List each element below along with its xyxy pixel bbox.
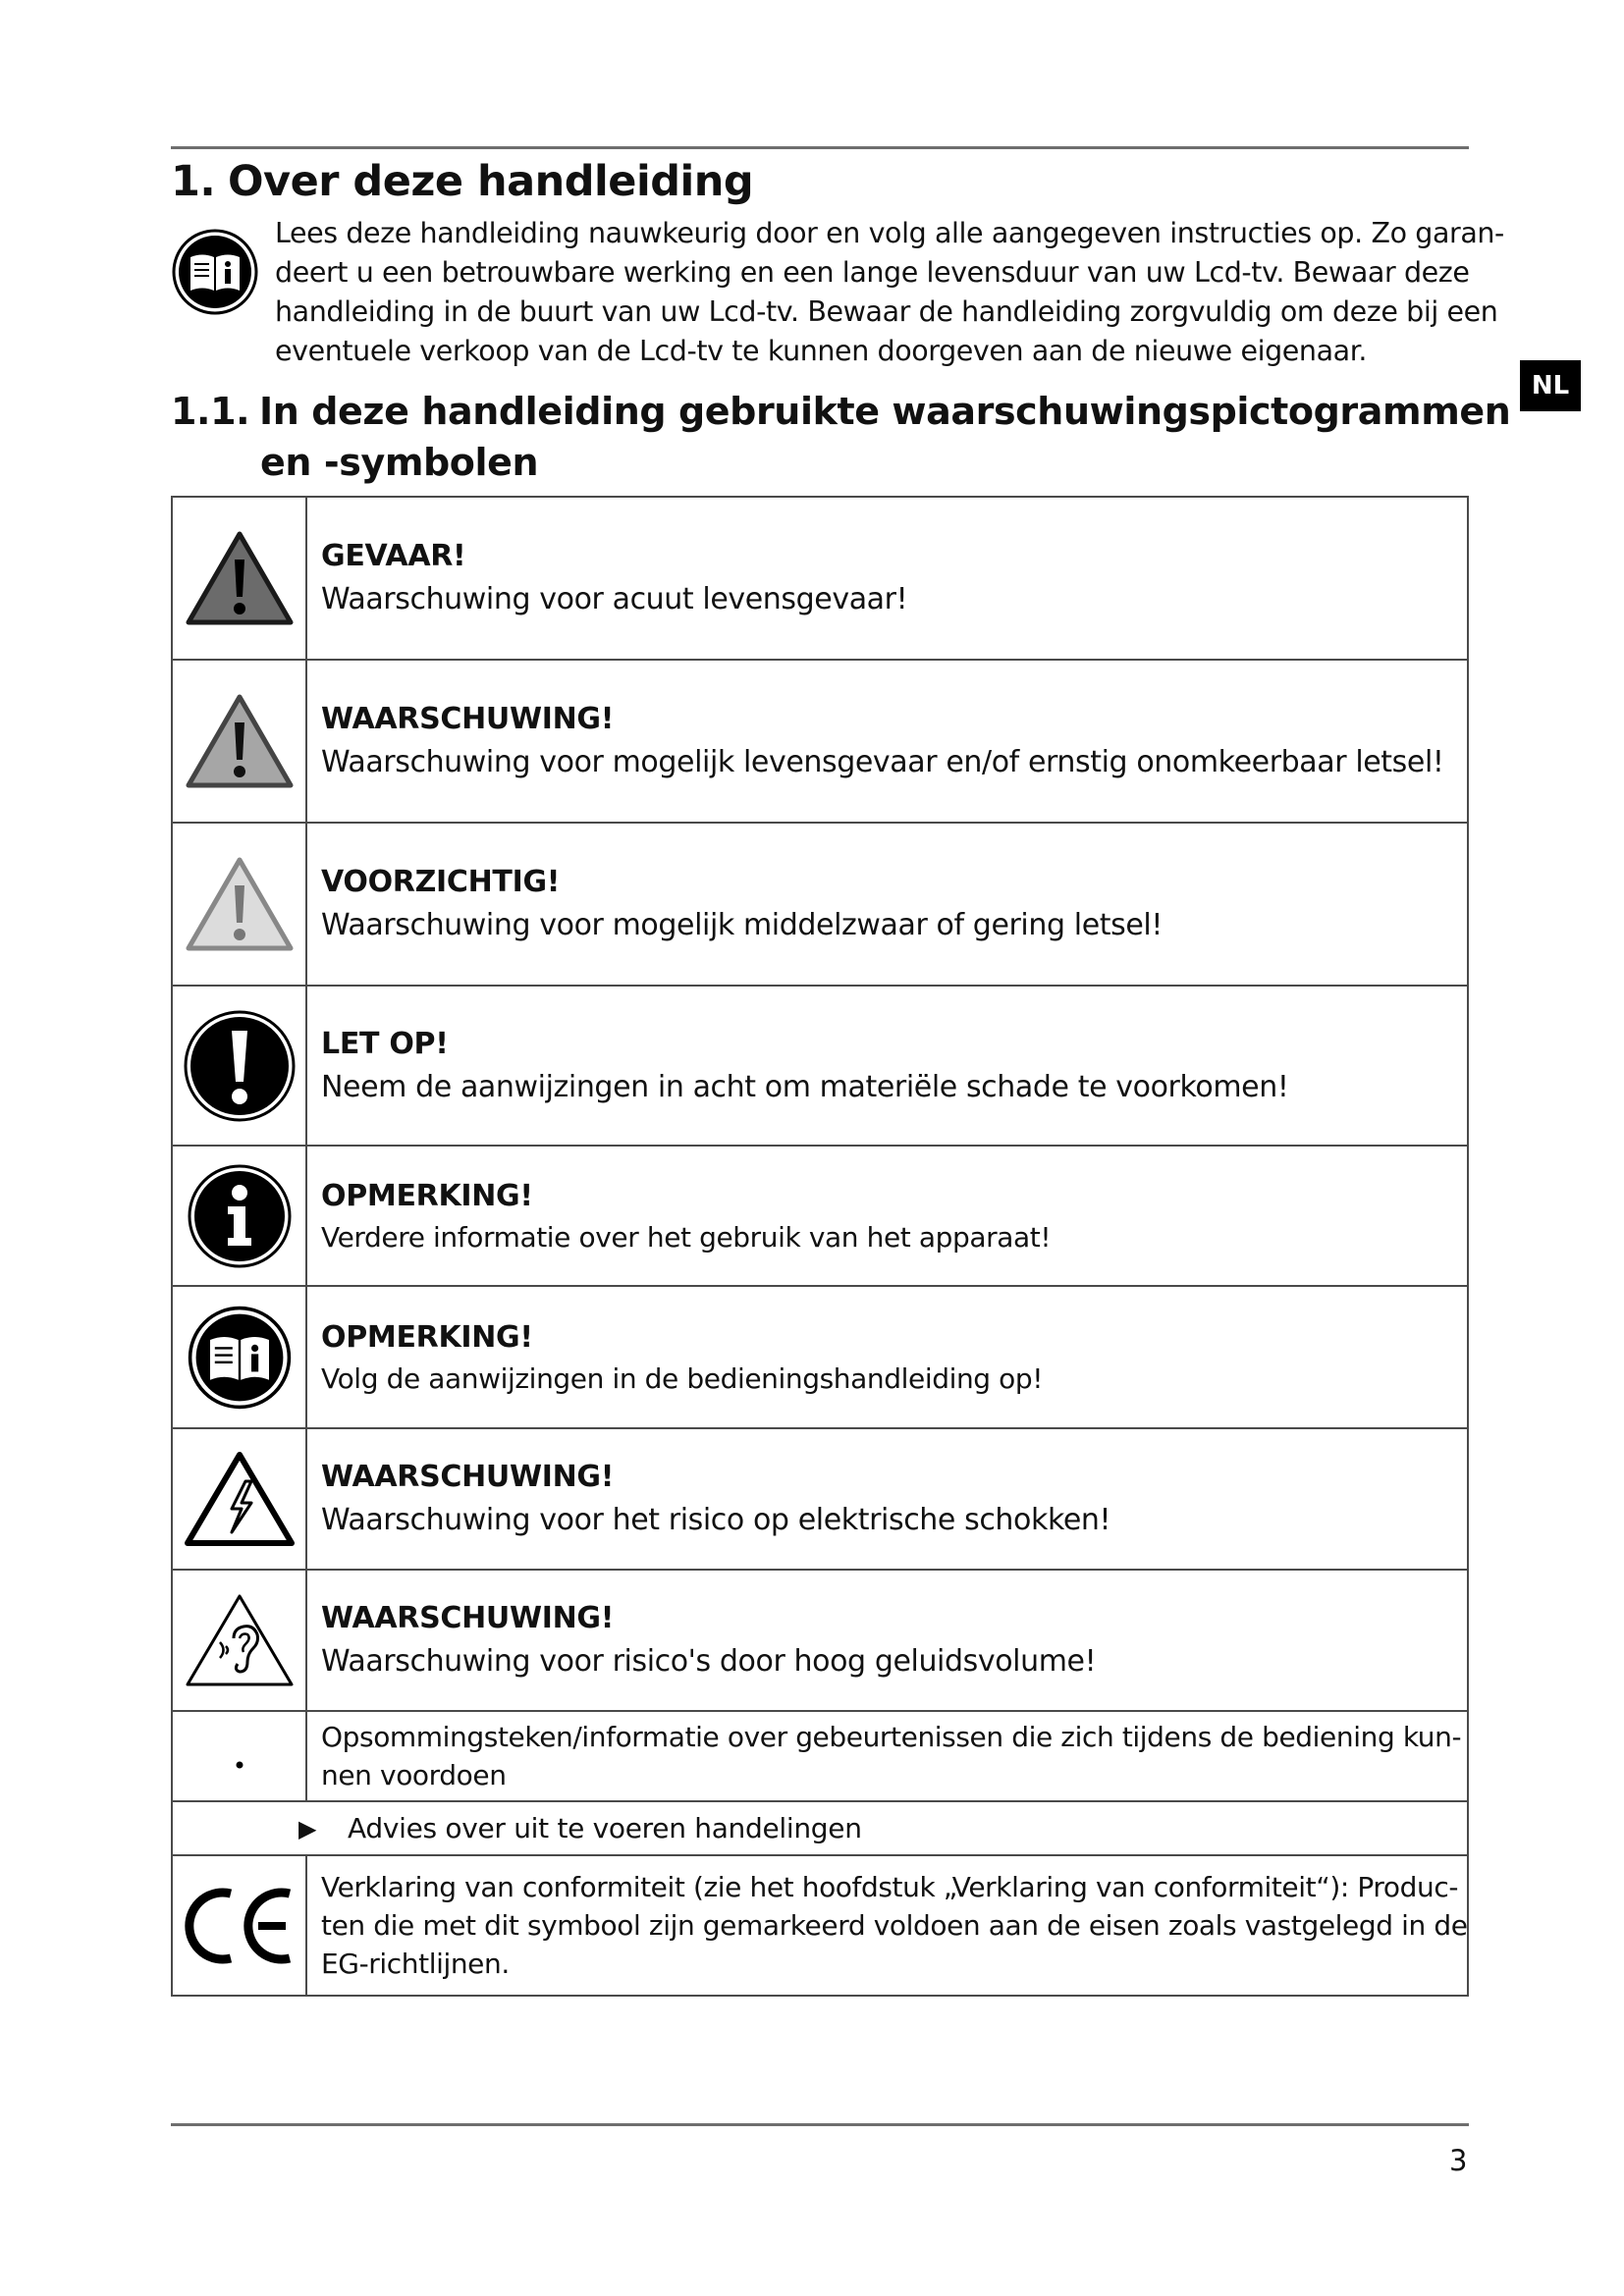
icon-cell bbox=[172, 1570, 306, 1711]
section-title: Over deze handleiding bbox=[228, 157, 754, 206]
table-row bbox=[172, 1570, 1468, 1711]
table-row bbox=[172, 1711, 1468, 1801]
text-cell bbox=[306, 1146, 1468, 1286]
warning-triangle-icon bbox=[185, 693, 295, 789]
subsection-number: 1.1. bbox=[171, 390, 250, 433]
text-cell bbox=[306, 497, 1468, 660]
symbol-description: Waarschuwing voor het risico op elektrische schokken! bbox=[321, 1503, 1111, 1537]
danger-triangle-icon bbox=[185, 530, 295, 626]
bottom-rule bbox=[171, 2123, 1469, 2126]
intro-line: eventuele verkoop van de Lcd-tv te kunnen doorgeven aan de nieuwe eigenaar. bbox=[275, 335, 1368, 367]
text-cell bbox=[306, 1570, 1468, 1711]
table-row bbox=[172, 497, 1468, 660]
symbol-title: VOORZICHTIG! bbox=[321, 865, 561, 899]
symbol-description: Waarschuwing voor risico's door hoog geluidsvolume! bbox=[321, 1644, 1097, 1679]
caution-triangle-icon bbox=[185, 856, 295, 952]
intro-line: deert u een betrouwbare werking en een lange levensduur van uw Lcd-tv. Bewaar deze bbox=[275, 256, 1470, 289]
hearing-volume-icon bbox=[183, 1591, 297, 1689]
symbol-title: OPMERKING! bbox=[321, 1319, 533, 1355]
table-row bbox=[172, 1801, 1468, 1855]
info-circle-icon bbox=[187, 1163, 293, 1269]
symbol-title: GEVAAR! bbox=[321, 539, 466, 573]
symbol-description: Volg de aanwijzingen in de bedieningshandleiding op! bbox=[321, 1362, 1044, 1395]
intro-line: handleiding in de buurt van uw Lcd-tv. Bewaar de handleiding zorgvuldig om deze bij een bbox=[275, 295, 1498, 328]
text-cell bbox=[306, 660, 1468, 823]
symbol-description: Verdere informatie over het gebruik van het apparaat! bbox=[321, 1220, 1052, 1254]
bullet-text-line2: nen voordoen bbox=[321, 1759, 507, 1791]
icon-cell bbox=[172, 1146, 306, 1286]
table-row bbox=[172, 1286, 1468, 1428]
subsection-title-line2: en -symbolen bbox=[260, 441, 539, 484]
text-cell bbox=[306, 1855, 1468, 1996]
symbol-title: WAARSCHUWING! bbox=[321, 1460, 615, 1494]
symbol-description: Waarschuwing voor acuut levensgevaar! bbox=[321, 582, 908, 616]
ce-text-line: Verklaring van conformiteit (zie het hoofdstuk „Verklaring van conformiteit“): Produc- bbox=[321, 1871, 1459, 1903]
exclamation-circle-icon bbox=[183, 1009, 297, 1123]
section-heading bbox=[171, 157, 753, 206]
symbol-description: Waarschuwing voor mogelijk levensgevaar en/of ernstig onomkeerbaar letsel! bbox=[321, 745, 1444, 779]
page-number: 3 bbox=[1449, 2144, 1468, 2177]
icon-cell bbox=[172, 1855, 306, 1996]
symbol-description: Waarschuwing voor mogelijk middelzwaar of gering letsel! bbox=[321, 908, 1163, 942]
bullet-dot-icon bbox=[230, 1755, 249, 1775]
manual-info-icon bbox=[171, 228, 259, 316]
icon-cell bbox=[172, 823, 306, 986]
icon-cell bbox=[172, 1711, 306, 1801]
ce-text-line: ten die met dit symbool zijn gemarkeerd voldoen aan de eisen zoals vastgelegd in de bbox=[321, 1909, 1468, 1942]
subsection-title-line1: In deze handleiding gebruikte waarschuwingspictogrammen bbox=[259, 390, 1511, 433]
ce-text-line: EG-richtlijnen. bbox=[321, 1948, 510, 1980]
intro-paragraph bbox=[275, 214, 1504, 371]
table-row bbox=[172, 1428, 1468, 1570]
electric-shock-icon bbox=[183, 1450, 297, 1548]
table-row bbox=[172, 823, 1468, 986]
text-cell bbox=[306, 1286, 1468, 1428]
ce-mark-icon bbox=[182, 1882, 298, 1970]
icon-cell bbox=[172, 497, 306, 660]
symbol-title: OPMERKING! bbox=[321, 1178, 533, 1213]
language-tab: NL bbox=[1520, 360, 1581, 411]
arrow-right-icon: ▶ bbox=[298, 1815, 317, 1842]
top-rule bbox=[171, 146, 1469, 149]
symbol-title: LET OP! bbox=[321, 1026, 449, 1061]
subsection-heading bbox=[171, 386, 1510, 488]
text-cell bbox=[306, 986, 1468, 1146]
icon-cell bbox=[172, 1286, 306, 1428]
text-cell bbox=[306, 1428, 1468, 1570]
arrow-row-cell bbox=[172, 1801, 1468, 1855]
text-cell bbox=[306, 1711, 1468, 1801]
table-row bbox=[172, 986, 1468, 1146]
icon-cell bbox=[172, 660, 306, 823]
symbol-title: WAARSCHUWING! bbox=[321, 1601, 615, 1635]
symbol-description: Neem de aanwijzingen in acht om materiële schade te voorkomen! bbox=[321, 1069, 1289, 1104]
intro-line: Lees deze handleiding nauwkeurig door en volg alle aangegeven instructies op. Zo garan- bbox=[275, 217, 1504, 249]
symbol-title: WAARSCHUWING! bbox=[321, 702, 615, 736]
text-cell bbox=[306, 823, 1468, 986]
symbols-table bbox=[171, 496, 1469, 1997]
icon-cell bbox=[172, 986, 306, 1146]
bullet-text-line1: Opsommingsteken/informatie over gebeurtenissen die zich tijdens de bediening kun- bbox=[321, 1721, 1462, 1753]
manual-info-icon bbox=[187, 1305, 293, 1411]
arrow-row-text: Advies over uit te voeren handelingen bbox=[348, 1812, 862, 1844]
table-row bbox=[172, 1855, 1468, 1996]
icon-cell bbox=[172, 1428, 306, 1570]
table-row bbox=[172, 660, 1468, 823]
section-number: 1. bbox=[171, 157, 216, 206]
table-row bbox=[172, 1146, 1468, 1286]
